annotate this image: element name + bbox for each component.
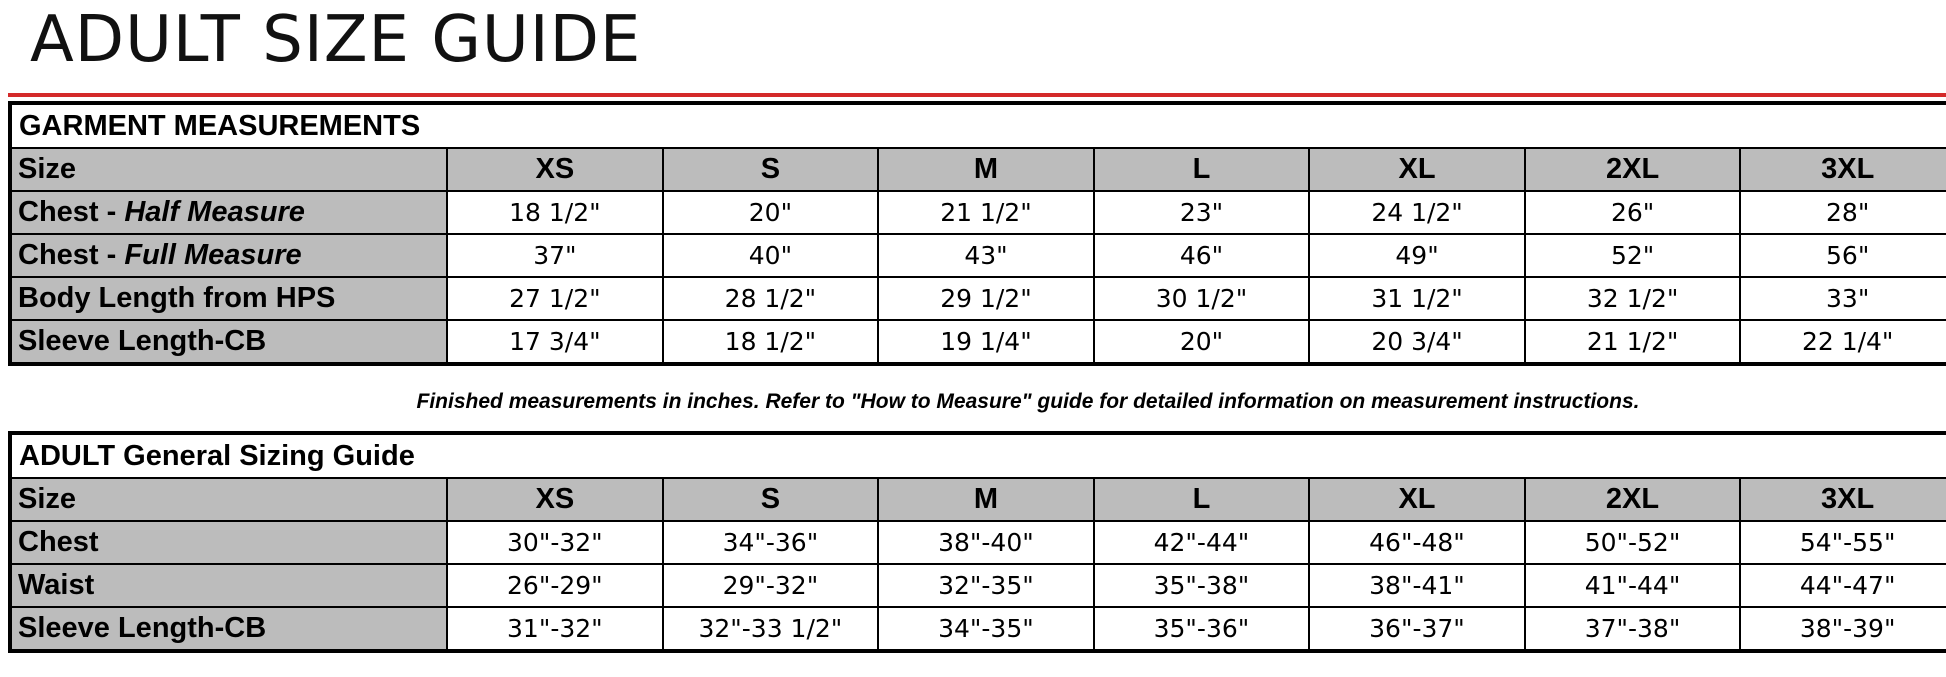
value-cell: 54"-55" <box>1740 521 1946 564</box>
size-header-cell: 3XL <box>1740 148 1946 191</box>
value-cell: 40" <box>663 234 879 277</box>
row-label-text: Sleeve Length-CB <box>18 325 267 357</box>
table-title-row <box>10 433 1946 478</box>
size-header-cell: S <box>663 148 879 191</box>
value-cell: 50"-52" <box>1525 521 1741 564</box>
general-sizing-table <box>8 431 1946 653</box>
value-cell: 17 3/4" <box>447 320 663 364</box>
value-cell: 42"-44" <box>1094 521 1310 564</box>
row-label: Chest <box>10 521 447 564</box>
accent-rule <box>8 93 1946 97</box>
measurement-note: Finished measurements in inches. Refer to "How to Measure" guide for detailed information on measurement instructions. <box>416 390 1640 413</box>
table-row <box>10 191 1946 234</box>
value-cell: 32"-35" <box>878 564 1094 607</box>
value-cell: 27 1/2" <box>447 277 663 320</box>
value-cell: 22 1/4" <box>1740 320 1946 364</box>
size-header-cell: 2XL <box>1525 478 1741 521</box>
value-cell: 30 1/2" <box>1094 277 1310 320</box>
value-cell: 26"-29" <box>447 564 663 607</box>
value-cell: 46"-48" <box>1309 521 1525 564</box>
value-cell: 18 1/2" <box>663 320 879 364</box>
value-cell: 31"-32" <box>447 607 663 651</box>
size-header-cell: L <box>1094 478 1310 521</box>
value-cell: 28 1/2" <box>663 277 879 320</box>
value-cell: 30"-32" <box>447 521 663 564</box>
table-title: GARMENT MEASUREMENTS <box>10 103 1946 148</box>
size-header-cell: XS <box>447 478 663 521</box>
value-cell: 43" <box>878 234 1094 277</box>
size-header-cell: M <box>878 478 1094 521</box>
table-title: ADULT General Sizing Guide <box>10 433 1946 478</box>
value-cell: 23" <box>1094 191 1310 234</box>
value-cell: 36"-37" <box>1309 607 1525 651</box>
value-cell: 18 1/2" <box>447 191 663 234</box>
value-cell: 20" <box>1094 320 1310 364</box>
value-cell: 38"-41" <box>1309 564 1525 607</box>
value-cell: 31 1/2" <box>1309 277 1525 320</box>
table-row <box>10 234 1946 277</box>
value-cell: 21 1/2" <box>1525 320 1741 364</box>
value-cell: 44"-47" <box>1740 564 1946 607</box>
page-title: ADULT SIZE GUIDE <box>30 3 642 77</box>
value-cell: 56" <box>1740 234 1946 277</box>
size-header-cell: XL <box>1309 148 1525 191</box>
row-label <box>10 234 447 277</box>
table-row <box>10 320 1946 364</box>
value-cell: 35"-38" <box>1094 564 1310 607</box>
size-header-cell: XS <box>447 148 663 191</box>
row-label: Waist <box>10 564 447 607</box>
value-cell: 32 1/2" <box>1525 277 1741 320</box>
value-cell: 21 1/2" <box>878 191 1094 234</box>
value-cell: 32"-33 1/2" <box>663 607 879 651</box>
garment-measurements-table-block <box>8 101 1946 366</box>
row-label-emphasis: Full Measure <box>124 239 302 271</box>
value-cell: 19 1/4" <box>878 320 1094 364</box>
value-cell: 52" <box>1525 234 1741 277</box>
value-cell: 37"-38" <box>1525 607 1741 651</box>
size-row-label: Size <box>10 148 447 191</box>
value-cell: 34"-35" <box>878 607 1094 651</box>
size-header-cell: 3XL <box>1740 478 1946 521</box>
value-cell: 24 1/2" <box>1309 191 1525 234</box>
size-header-cell: L <box>1094 148 1310 191</box>
size-row-label: Size <box>10 478 447 521</box>
size-header-cell: XL <box>1309 478 1525 521</box>
table-row <box>10 521 1946 564</box>
size-header-cell: S <box>663 478 879 521</box>
value-cell: 38"-40" <box>878 521 1094 564</box>
row-label-emphasis: Half Measure <box>124 196 305 228</box>
size-header-cell: 2XL <box>1525 148 1741 191</box>
row-label <box>10 320 447 364</box>
value-cell: 41"-44" <box>1525 564 1741 607</box>
size-header-row <box>10 478 1946 521</box>
value-cell: 20 3/4" <box>1309 320 1525 364</box>
value-cell: 29"-32" <box>663 564 879 607</box>
value-cell: 20" <box>663 191 879 234</box>
table-row <box>10 607 1946 651</box>
value-cell: 49" <box>1309 234 1525 277</box>
row-label-text: Body Length from HPS <box>18 282 336 314</box>
row-label: Sleeve Length-CB <box>10 607 447 651</box>
size-header-cell: M <box>878 148 1094 191</box>
row-label <box>10 277 447 320</box>
value-cell: 46" <box>1094 234 1310 277</box>
value-cell: 26" <box>1525 191 1741 234</box>
value-cell: 34"-36" <box>663 521 879 564</box>
value-cell: 28" <box>1740 191 1946 234</box>
value-cell: 37" <box>447 234 663 277</box>
value-cell: 35"-36" <box>1094 607 1310 651</box>
value-cell: 29 1/2" <box>878 277 1094 320</box>
value-cell: 33" <box>1740 277 1946 320</box>
table-title-row <box>10 103 1946 148</box>
row-label <box>10 191 447 234</box>
size-header-row <box>10 148 1946 191</box>
table-row <box>10 564 1946 607</box>
garment-measurements-table <box>8 101 1946 366</box>
value-cell: 38"-39" <box>1740 607 1946 651</box>
row-label-text: Chest - <box>18 196 125 228</box>
table-row <box>10 277 1946 320</box>
row-label-text: Chest - <box>18 239 125 271</box>
general-sizing-table-block <box>8 431 1946 653</box>
